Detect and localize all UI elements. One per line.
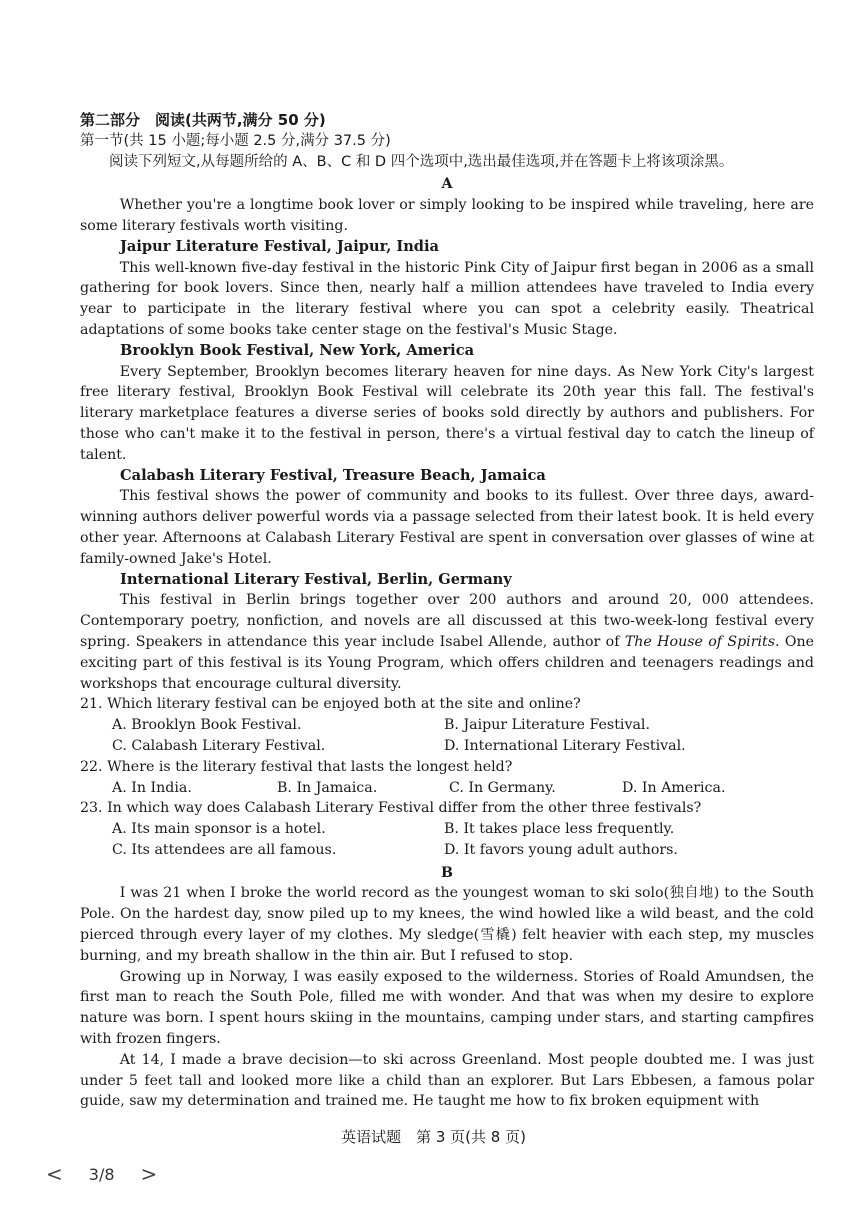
passage-b-paragraph-1: I was 21 when I broke the world record as the youngest woman to ski solo(独自地) to the South Pole. On the hardest day, snow piled up to my knees, the wind howled like a wild beast, and the cold pierced through every layer of my clothes. My sledge(雪橇) felt heavier with each step, my muscles burning, and my breath shallow in the thin air. But I refused to stop. xyxy=(80,885,814,964)
question-23-option-d: D. It favors young adult authors. xyxy=(444,841,678,858)
festival-title-brooklyn: Brooklyn Book Festival, New York, America xyxy=(120,341,475,359)
festival-title-jaipur: Jaipur Literature Festival, Jaipur, India xyxy=(120,237,440,255)
question-22-option-c: C. In Germany. xyxy=(449,779,556,796)
question-22-stem: 22. Where is the literary festival that lasts the longest held? xyxy=(80,758,513,775)
part-title: 第二部分 阅读(共两节,满分 50 分) xyxy=(80,111,326,129)
question-21-stem: 21. Which literary festival can be enjoyed both at the site and online? xyxy=(80,696,581,713)
festival-text-berlin-part1: This festival in Berlin brings together over 200 authors and around 20, 000 attendees. Contemporary poetry, nonfiction, and novels are all discussed at this two-week-long festival every spring. Speakers in attendance this year include Isabel Allende, author of xyxy=(80,592,814,650)
question-22-option-b: B. In Jamaica. xyxy=(277,779,378,796)
passage-a-letter: A xyxy=(441,176,453,193)
chevron-right-icon[interactable]: > xyxy=(140,1162,158,1186)
question-21-options xyxy=(112,715,814,757)
question-21-option-b: B. Jaipur Literature Festival. xyxy=(444,717,650,734)
page-indicator: 3/8 xyxy=(88,1164,115,1184)
festival-title-berlin: International Literary Festival, Berlin, Germany xyxy=(120,570,512,588)
chevron-left-icon[interactable]: < xyxy=(46,1162,63,1186)
question-22-options xyxy=(112,778,814,799)
page-navigator xyxy=(46,1162,157,1186)
festival-text-berlin xyxy=(80,590,814,694)
section-title: 第一节(共 15 小题;每小题 2.5 分,满分 37.5 分) xyxy=(80,132,391,149)
passage-b-paragraph-2: Growing up in Norway, I was easily exposed to the wilderness. Stories of Roald Amundsen, the first man to reach the South Pole, filled me with wonder. And that was when my desire to explore nature was born. I spent hours skiing in the mountains, camping under stars, and starting campfires with frozen fingers. xyxy=(80,968,814,1048)
question-23-option-a: A. Its main sponsor is a hotel. xyxy=(112,821,326,838)
question-21-option-a: A. Brooklyn Book Festival. xyxy=(112,717,302,734)
question-23-options xyxy=(112,819,814,861)
festival-text-calabash: This festival shows the power of community and books to its fullest. Over three days, award-winning authors deliver powerful words via a passage selected from their latest book. It is held every other year. Afternoons at Calabash Literary Festival are spent in conversation over glasses of wine at family-owned Jake's Hotel. xyxy=(80,488,814,567)
question-23-stem: 23. In which way does Calabash Literary Festival differ from the other three festivals? xyxy=(80,800,702,817)
page-footer: 英语试题 第 3 页(共 8 页) xyxy=(341,1128,526,1146)
passage-b-paragraph-3: At 14, I made a brave decision—to ski across Greenland. Most people doubted me. I was just under 5 feet tall and looked more like a child than an explorer. But Lars Ebbesen, a famous polar guide, saw my determination and trained me. He taught me how to fix broken equipment with xyxy=(80,1051,814,1110)
festival-text-brooklyn: Every September, Brooklyn becomes literary heaven for nine days. As New York City's largest free literary festival, Brooklyn Book Festival will celebrate its 20th year this fall. The festival's literary marketplace features a diverse series of books sold directly by authors and publishers. For those who can't make it to the festival in person, there's a virtual festival day to catch the lineup of talent. xyxy=(80,363,814,463)
festival-text-jaipur: This well-known five-day festival in the historic Pink City of Jaipur first began in 2006 as a small gathering for book lovers. Since then, nearly half a million attendees have traveled to India every year to participate in the literary festival where you can spot a celebrity easily. Theatrical adaptations of some books take center stage on the festival's Music Stage. xyxy=(80,259,814,338)
passage-a-intro: Whether you're a longtime book lover or simply looking to be inspired while traveling, here are some literary festivals worth visiting. xyxy=(80,197,814,234)
question-21-option-d: D. International Literary Festival. xyxy=(444,737,686,754)
festival-title-calabash: Calabash Literary Festival, Treasure Beach, Jamaica xyxy=(120,466,546,484)
festival-text-berlin-part2: . One exciting part of this festival is its Young Program, which offers children and teenagers readings and workshops that encourage cultural diversity. xyxy=(80,633,815,692)
exam-page xyxy=(80,110,814,1112)
question-22-option-d: D. In America. xyxy=(622,779,726,796)
question-23-option-b: B. It takes place less frequently. xyxy=(444,821,675,838)
instructions: 阅读下列短文,从每题所给的 A、B、C 和 D 四个选项中,选出最佳选项,并在答题卡上将该项涂黑。 xyxy=(109,153,734,170)
passage-b-letter: B xyxy=(441,864,453,881)
question-23-option-c: C. Its attendees are all famous. xyxy=(112,841,337,858)
book-title: The House of Spirits xyxy=(624,633,775,650)
question-22-option-a: A. In India. xyxy=(112,779,192,796)
question-21-option-c: C. Calabash Literary Festival. xyxy=(112,737,326,754)
